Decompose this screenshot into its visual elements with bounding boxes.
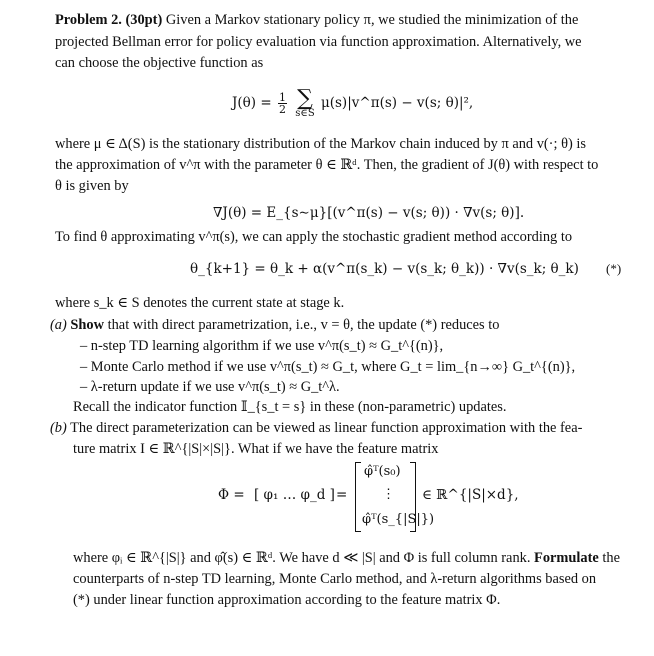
matrix-lhs: Φ = bbox=[218, 487, 245, 503]
where-state-line: where s_k ∈ S denotes the current state at stage k. bbox=[55, 295, 345, 311]
right-bracket bbox=[410, 462, 416, 532]
part-b-formulate: Formulate bbox=[534, 550, 599, 566]
equation-tag: (*) bbox=[606, 261, 622, 276]
objective-lhs: J(θ) = bbox=[232, 95, 272, 111]
part-a-label: (a) bbox=[50, 317, 67, 333]
part-b-label: (b) bbox=[50, 420, 67, 436]
sum-subscript: s∈S bbox=[295, 107, 315, 119]
part-b-last-line: (*) under linear function approximation according to the feature matrix Φ. bbox=[73, 592, 501, 608]
problem-intro-line2: projected Bellman error for policy evaluation via function approximation. Alternatively, we bbox=[55, 34, 582, 50]
part-b-where-pre: where φᵢ ∈ ℝ^{|S|} and φ̂(s) ∈ ℝᵈ. We have d ≪ |S| and Φ is full column rank. bbox=[73, 550, 531, 566]
part-b-line2: ture matrix I ∈ ℝ^{|S|×|S|}. What if we have the feature matrix bbox=[73, 441, 439, 457]
objective-rhs: μ(s)|v^π(s) − v(s; θ)|², bbox=[320, 95, 474, 111]
part-a-text: that with direct parametrization, i.e., v = θ, the update (*) reduces to bbox=[107, 317, 500, 333]
matrix-row-top: φ̂ᵀ(s₀) bbox=[364, 464, 401, 479]
objective-equation bbox=[232, 83, 473, 123]
part-b-where-line bbox=[73, 549, 620, 567]
where-line3: θ is given by bbox=[55, 178, 129, 194]
gradient-equation: ∇J(θ) = E_{s∼μ}[(v^π(s) − v(s; θ)) · ∇v(s; θ)]. bbox=[213, 205, 525, 221]
fraction-numerator: 1 bbox=[278, 91, 286, 104]
one-half-fraction bbox=[278, 92, 287, 115]
row-feature-vector: [ φ₁ … φ_d ] bbox=[254, 487, 335, 503]
problem-intro-line1 bbox=[55, 11, 578, 29]
where-line2: the approximation of v^π with the parameter θ ∈ ℝᵈ. Then, the gradient of J(θ) with respect to bbox=[55, 157, 599, 173]
matrix-row-bottom: φ̂ᵀ(s_{|S|}) bbox=[362, 512, 435, 527]
part-a-header bbox=[50, 316, 499, 334]
update-equation: θ_{k+1} = θ_k + α(v^π(s_k) − v(s_k; θ_k)) · ∇v(s_k; θ_k) bbox=[190, 261, 579, 277]
part-a-bullet-3: – λ-return update if we use v^π(s_t) ≈ G_t^λ. bbox=[80, 379, 340, 395]
problem-label: Problem 2. (30pt) bbox=[55, 12, 163, 28]
sum-symbol: ∑ bbox=[297, 85, 313, 111]
part-b-text-1: The direct parameterization can be viewed as linear function approximation with the fea- bbox=[70, 420, 583, 436]
part-b-line1 bbox=[50, 419, 582, 437]
matrix-row-dots: ⋮ bbox=[382, 487, 395, 502]
part-b-counterparts-line: counterparts of n-step TD learning, Monte Carlo method, and λ-return algorithms based on bbox=[73, 571, 597, 587]
part-b-where-post: the bbox=[602, 550, 620, 566]
part-a-bullet-1: – n-step TD learning algorithm if we use v^π(s_t) ≈ G_t^{(n)}, bbox=[80, 338, 444, 354]
part-a-show: Show bbox=[70, 317, 104, 333]
matrix-equals: = bbox=[336, 487, 348, 503]
summation bbox=[295, 85, 315, 119]
part-a-recall: Recall the indicator function 𝕀_{s_t = s} in these (non-parametric) updates. bbox=[73, 399, 507, 415]
problem-intro-line3: can choose the objective function as bbox=[55, 55, 264, 71]
where-line1: where μ ∈ Δ(S) is the stationary distribution of the Markov chain induced by π and v(·; θ) is bbox=[55, 136, 586, 152]
matrix-rhs: ∈ ℝ^{|S|×d}, bbox=[422, 487, 519, 503]
left-bracket bbox=[355, 462, 361, 532]
part-a-bullet-2: – Monte Carlo method if we use v^π(s_t) ≈ G_t, where G_t = lim_{n→∞} G_t^{(n)}, bbox=[80, 359, 576, 375]
find-line: To find θ approximating v^π(s), we can apply the stochastic gradient method according to bbox=[55, 229, 573, 245]
fraction-denominator: 2 bbox=[278, 103, 286, 116]
intro-text-1: Given a Markov stationary policy π, we studied the minimization of the bbox=[165, 12, 579, 28]
